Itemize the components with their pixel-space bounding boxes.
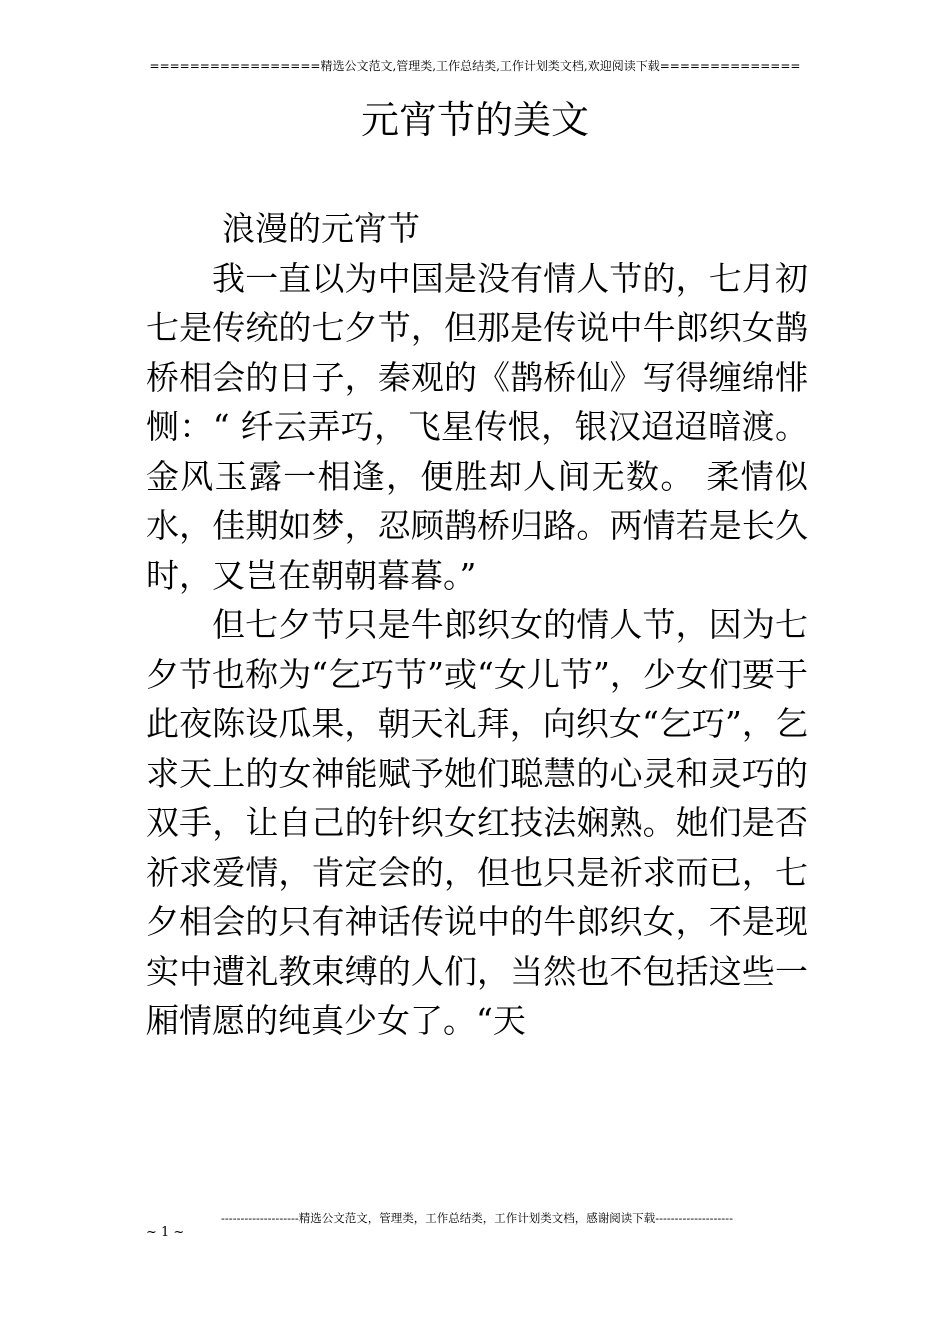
body-paragraph: 但七夕节只是牛郎织女的情人节，因为七夕节也称为“乞巧节”或“女儿节”，少女们要于此夜陈设瓜果，朝天礼拜，向织女“乞巧”，乞求天上的女神能赋予她们聪慧的心灵和灵巧的双手，让自己的针织女红技法娴熟。她们是否祈求爱情，肯定会的，但也只是祈求而已，七夕相会的只有神话传说中的牛郎织女，不是现实中遭礼教束缚的人们，当然也不包括这些一厢情愿的纯真少女了。“天: [146, 605, 808, 1040]
header-banner: =================精选公文范文,管理类,工作总结类,工作计划类文档,欢迎阅读下载==============: [149, 59, 801, 73]
body-paragraph: 我一直以为中国是没有情人节的，七月初七是传统的七夕节，但那是传说中牛郎织女鹊桥相会的日子，秦观的《鹊桥仙》写得缠绵悱恻：“ 纤云弄巧，飞星传恨，银汉迢迢暗渡。金风玉露一相逢，便胜却人间无数。 柔情似水，佳期如梦，忍顾鹊桥归路。两情若是长久时，又岂在朝朝暮暮。”: [146, 258, 808, 595]
section-subheading: 浪漫的元宵节: [222, 209, 420, 248]
document-title: 元宵节的美文: [360, 98, 589, 142]
footer-banner: --------------------精选公文范文，管理类，工作总结类，工作计划类文档，感谢阅读下载--------------------: [221, 1211, 733, 1225]
page-number: ~ 1 ~: [146, 1225, 185, 1240]
document-body: [146, 204, 808, 1046]
